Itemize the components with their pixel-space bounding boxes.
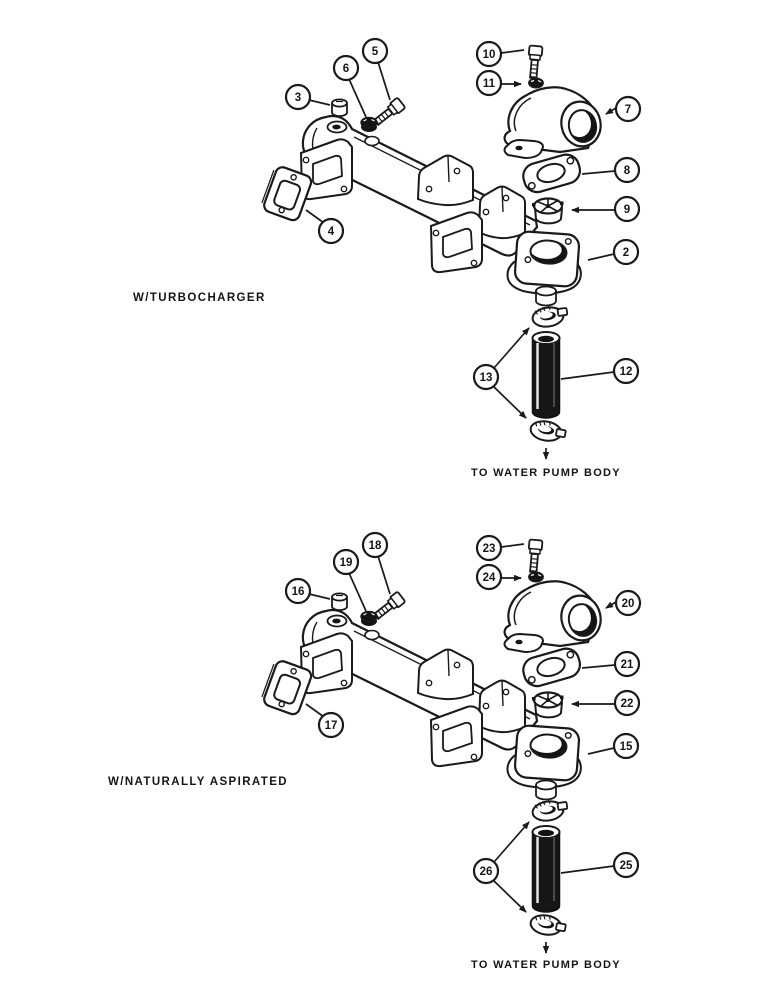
callout-number: 21 bbox=[620, 659, 634, 671]
callout-number: 2 bbox=[622, 247, 630, 259]
callout-number: 16 bbox=[291, 586, 305, 598]
callout-number: 19 bbox=[339, 557, 353, 569]
callout-number: 25 bbox=[619, 860, 633, 872]
callout-number: 4 bbox=[327, 226, 335, 238]
assembly-artwork bbox=[260, 533, 640, 953]
callout-number: 20 bbox=[621, 598, 635, 610]
callout-number: 24 bbox=[482, 572, 496, 584]
callout-number: 9 bbox=[623, 204, 631, 216]
section-label: W/NATURALLY ASPIRATED bbox=[108, 776, 288, 788]
diagram-naturally-aspirated bbox=[0, 494, 772, 1000]
flow-caption: TO WATER PUMP BODY bbox=[471, 467, 621, 479]
flow-caption: TO WATER PUMP BODY bbox=[471, 959, 621, 971]
section-label: W/TURBOCHARGER bbox=[133, 292, 266, 304]
callout-number: 18 bbox=[368, 540, 382, 552]
callout-number: 22 bbox=[620, 698, 634, 710]
callout-number: 15 bbox=[619, 741, 633, 753]
callout-number: 8 bbox=[623, 165, 631, 177]
callout-number: 7 bbox=[624, 104, 632, 116]
callout-number: 6 bbox=[342, 63, 350, 75]
callout-number: 5 bbox=[371, 46, 379, 58]
callout-number: 26 bbox=[479, 866, 493, 878]
callout-number: 23 bbox=[482, 543, 496, 555]
callout-number: 12 bbox=[619, 366, 633, 378]
assembly-artwork bbox=[260, 39, 640, 459]
callout-number: 17 bbox=[324, 720, 338, 732]
callout-number: 10 bbox=[482, 49, 496, 61]
callout-number: 11 bbox=[482, 78, 496, 90]
callout-number: 13 bbox=[479, 372, 493, 384]
callout-number: 3 bbox=[294, 92, 302, 104]
